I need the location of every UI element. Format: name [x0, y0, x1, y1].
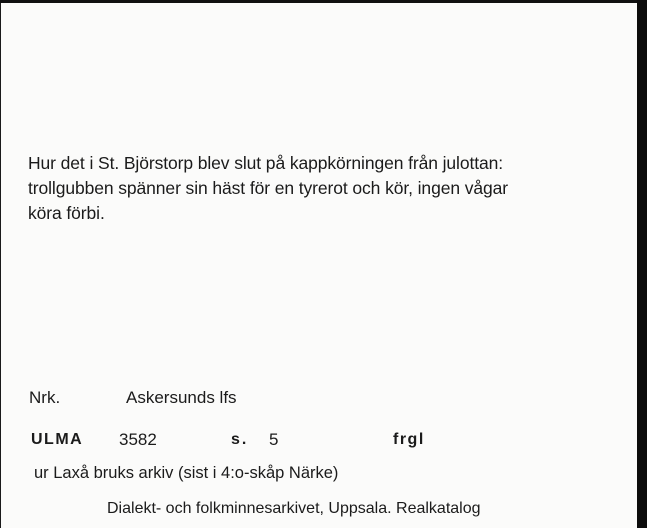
source-note: ur Laxå bruks arkiv (sist i 4:o-skåp Närke): [34, 464, 339, 482]
page-label: s.: [231, 431, 249, 448]
description-line-2: trollgubben spänner sin häst för en tyrerot och kör, ingen vågar: [28, 178, 509, 198]
description-line-3: köra förbi.: [28, 203, 105, 223]
archive-index-card: [1, 3, 637, 528]
archive-footer: Dialekt- och folkminnesarkivet, Uppsala. Realkatalog: [107, 500, 481, 517]
category-code: frgl: [393, 431, 425, 448]
place-name: Askersunds lfs: [126, 388, 237, 407]
ulma-number: 3582: [119, 430, 157, 449]
ulma-label: ULMA: [31, 431, 84, 448]
nrk-label: Nrk.: [29, 388, 61, 407]
page-number: 5: [269, 430, 279, 449]
card-description: [28, 151, 628, 226]
description-line-1: Hur det i St. Björstorp blev slut på kappkörningen från julottan:: [28, 153, 504, 173]
scan-right-edge: [637, 0, 647, 528]
